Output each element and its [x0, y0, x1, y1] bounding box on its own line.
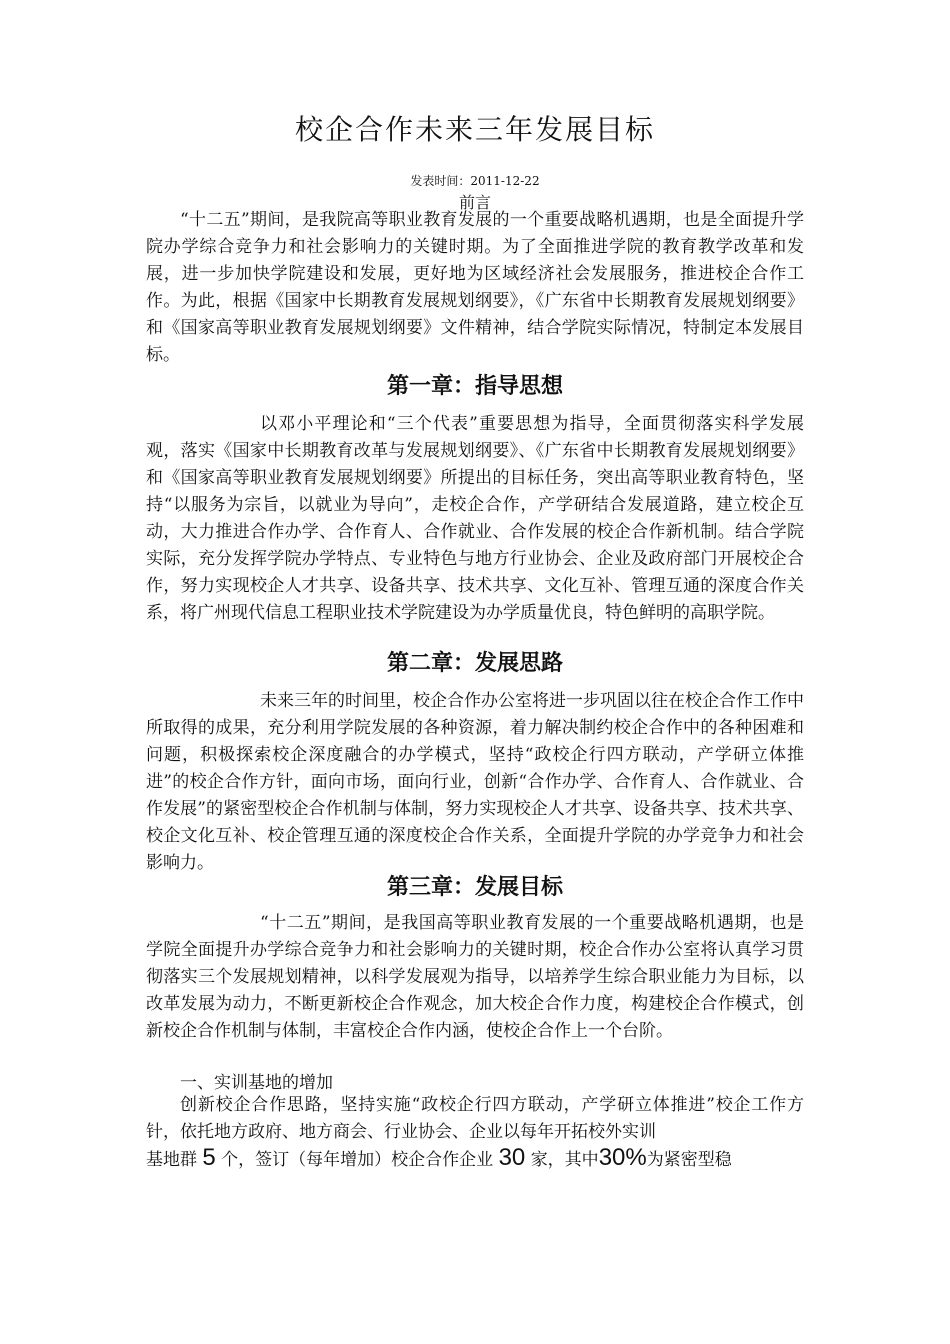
section-1-last-line [146, 1144, 732, 1172]
chapter-3-paragraph: “十二五”期间，是我国高等职业教育发展的一个重要战略机遇期，也是学院全面提升办学综合竞争力和社会影响力的关键时期，校企合作办公室将认真学习贯彻落实三个发展规划精神，以科学发展观为指导，以培养学生综合职业能力为目标，以改革发展为动力，不断更新校企合作观念，加大校企合作力度，构建校企合作模式，创新校企合作机制与体制，丰富校企合作内涵，使校企合作上一个台阶。 [146, 913, 804, 1041]
publish-date: 发表时间：2011-12-22 [410, 174, 540, 188]
preface-paragraph: “十二五”期间，是我院高等职业教育发展的一个重要战略机遇期，也是全面提升学院办学综合竞争力和社会影响力的关键时期。为了全面推进学院的教育教学改革和发展，进一步加快学院建设和发展，更好地为区域经济社会发展服务，推进校企合作工作。为此，根据《国家中长期教育发展规划纲要》，《广东省中长期教育发展规划纲要》和《国家高等职业教育发展规划纲要》文件精神，结合学院实际情况，特制定本发展目标。 [146, 210, 804, 365]
partner-enterprise-count: 30 [498, 1144, 526, 1171]
training-base-count: 5 [202, 1144, 216, 1171]
chapter-2-heading: 第二章：发展思路 [386, 651, 563, 676]
last-line-text-2: 个，签订（每年增加）校企合作企业 [221, 1150, 494, 1170]
document-title: 校企合作未来三年发展目标 [294, 113, 655, 146]
chapter-1-paragraph: 以邓小平理论和“三个代表”重要思想为指导，全面贯彻落实科学发展观，落实《国家中长期教育改革与发展规划纲要》、《广东省中长期教育发展规划纲要》和《国家高等职业教育发展规划纲要》所提出的目标任务，突出高等职业教育特色，坚持“以服务为宗旨，以就业为导向”，走校企合作，产学研结合发展道路，建立校企互动，大力推进合作办学、合作育人、合作就业、合作发展的校企合作新机制。结合学院实际，充分发挥学院办学特点、专业特色与地方行业协会、企业及政府部门开展校企合作，努力实现校企人才共享、设备共享、技术共享、文化互补、管理互通的深度合作关系，将广州现代信息工程职业技术学院建设为办学质量优良，特色鲜明的高职学院。 [146, 414, 804, 623]
preface-heading: 前言 [458, 193, 491, 212]
last-line-text-3: 家，其中 [530, 1150, 599, 1170]
chapter-1-heading: 第一章：指导思想 [386, 374, 563, 399]
last-line-text-1: 基地群 [146, 1150, 197, 1170]
chapter-2-paragraph: 未来三年的时间里，校企合作办公室将进一步巩固以往在校企合作工作中所取得的成果，充分利用学院发展的各种资源，着力解决制约校企合作中的各种困难和问题，积极探索校企深度融合的办学模式，坚持“政校企行四方联动，产学研立体推进”的校企合作方针，面向市场，面向行业，创新“合作办学、合作育人、合作就业、合作发展”的紧密型校企合作机制与体制，努力实现校企人才共享、设备共享、技术共享、校企文化互补、校企管理互通的深度校企合作关系，全面提升学院的办学竞争力和社会影响力。 [146, 691, 804, 873]
last-line-text-4: 为紧密型稳 [646, 1150, 732, 1170]
section-1-paragraph: 创新校企合作思路，坚持实施“政校企行四方联动，产学研立体推进”校企工作方针，依托地方政府、地方商会、行业协会、企业以每年开拓校外实训 [146, 1095, 804, 1142]
section-1-heading: 一、实训基地的增加 [180, 1073, 333, 1093]
chapter-3-heading: 第三章：发展目标 [386, 875, 563, 900]
close-partner-percentage: 30% [598, 1144, 647, 1171]
